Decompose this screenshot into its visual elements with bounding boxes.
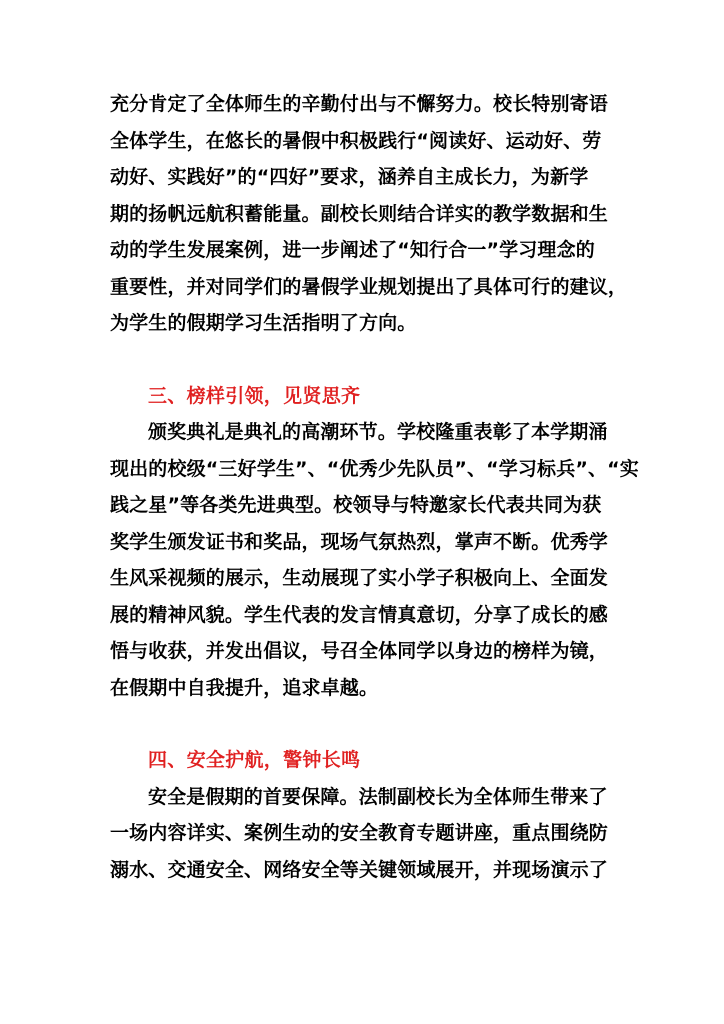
paragraph-safety-lecture (110, 779, 630, 889)
text-line: 充分肯定了全体师生的辛勤付出与不懈努力。校长特别寄语 (110, 93, 608, 115)
text-line: 动好、实践好”的“四好”要求，涵养自主成长力，为新学 (110, 166, 589, 188)
text-line: 颁奖典礼是典礼的高潮环节。学校隆重表彰了本学期涌 (148, 421, 608, 443)
text-line: 展的精神风貌。学生代表的发言情真意切，分享了成长的感 (110, 603, 608, 626)
section-heading-four: 四、安全护航，警钟长鸣 (148, 749, 361, 771)
text-line: 生风采视频的展示，生动展现了实小学子积极向上、全面发 (110, 567, 608, 589)
text-line: 安全是假期的首要保障。法制副校长为全体师生带来了 (148, 785, 608, 808)
text-line: 重要性，并对同学们的暑假学业规划提出了具体可行的建议， (110, 275, 628, 298)
paragraph-principal-remarks (110, 86, 630, 342)
document-page (110, 86, 639, 888)
text-line: 奖学生颁发证书和奖品，现场气氛热烈，掌声不断。优秀学 (110, 530, 608, 553)
text-line: 为学生的假期学习生活指明了方向。 (110, 312, 417, 334)
text-line: 在假期中自我提升，追求卓越。 (110, 676, 379, 699)
text-line: 溺水、交通安全、网络安全等关键领域展开，并现场演示了 (110, 858, 608, 881)
text-line: 现出的校级“三好学生”、“优秀少先队员”、“学习标兵”、“实 (110, 457, 639, 480)
text-line: 悟与收获，并发出倡议，号召全体同学以身边的榜样为镜， (110, 640, 608, 662)
text-line: 期的扬帆远航积蓄能量。副校长则结合详实的教学数据和生 (110, 202, 608, 225)
paragraph-award-ceremony (110, 414, 639, 706)
text-line: 动的学生发展案例，进一步阐述了“知行合一”学习理念的 (110, 239, 595, 261)
section-heading-three: 三、榜样引领，见贤思齐 (148, 384, 361, 407)
text-line: 一场内容详实、案例生动的安全教育专题讲座，重点围绕防 (110, 822, 608, 844)
paragraph-gap (110, 342, 630, 378)
text-line: 全体学生，在悠长的暑假中积极践行“阅读好、运动好、劳 (110, 129, 602, 152)
text-line: 践之星”等各类先进典型。校领导与特邀家长代表共同为获 (110, 494, 602, 516)
paragraph-gap (110, 706, 630, 742)
